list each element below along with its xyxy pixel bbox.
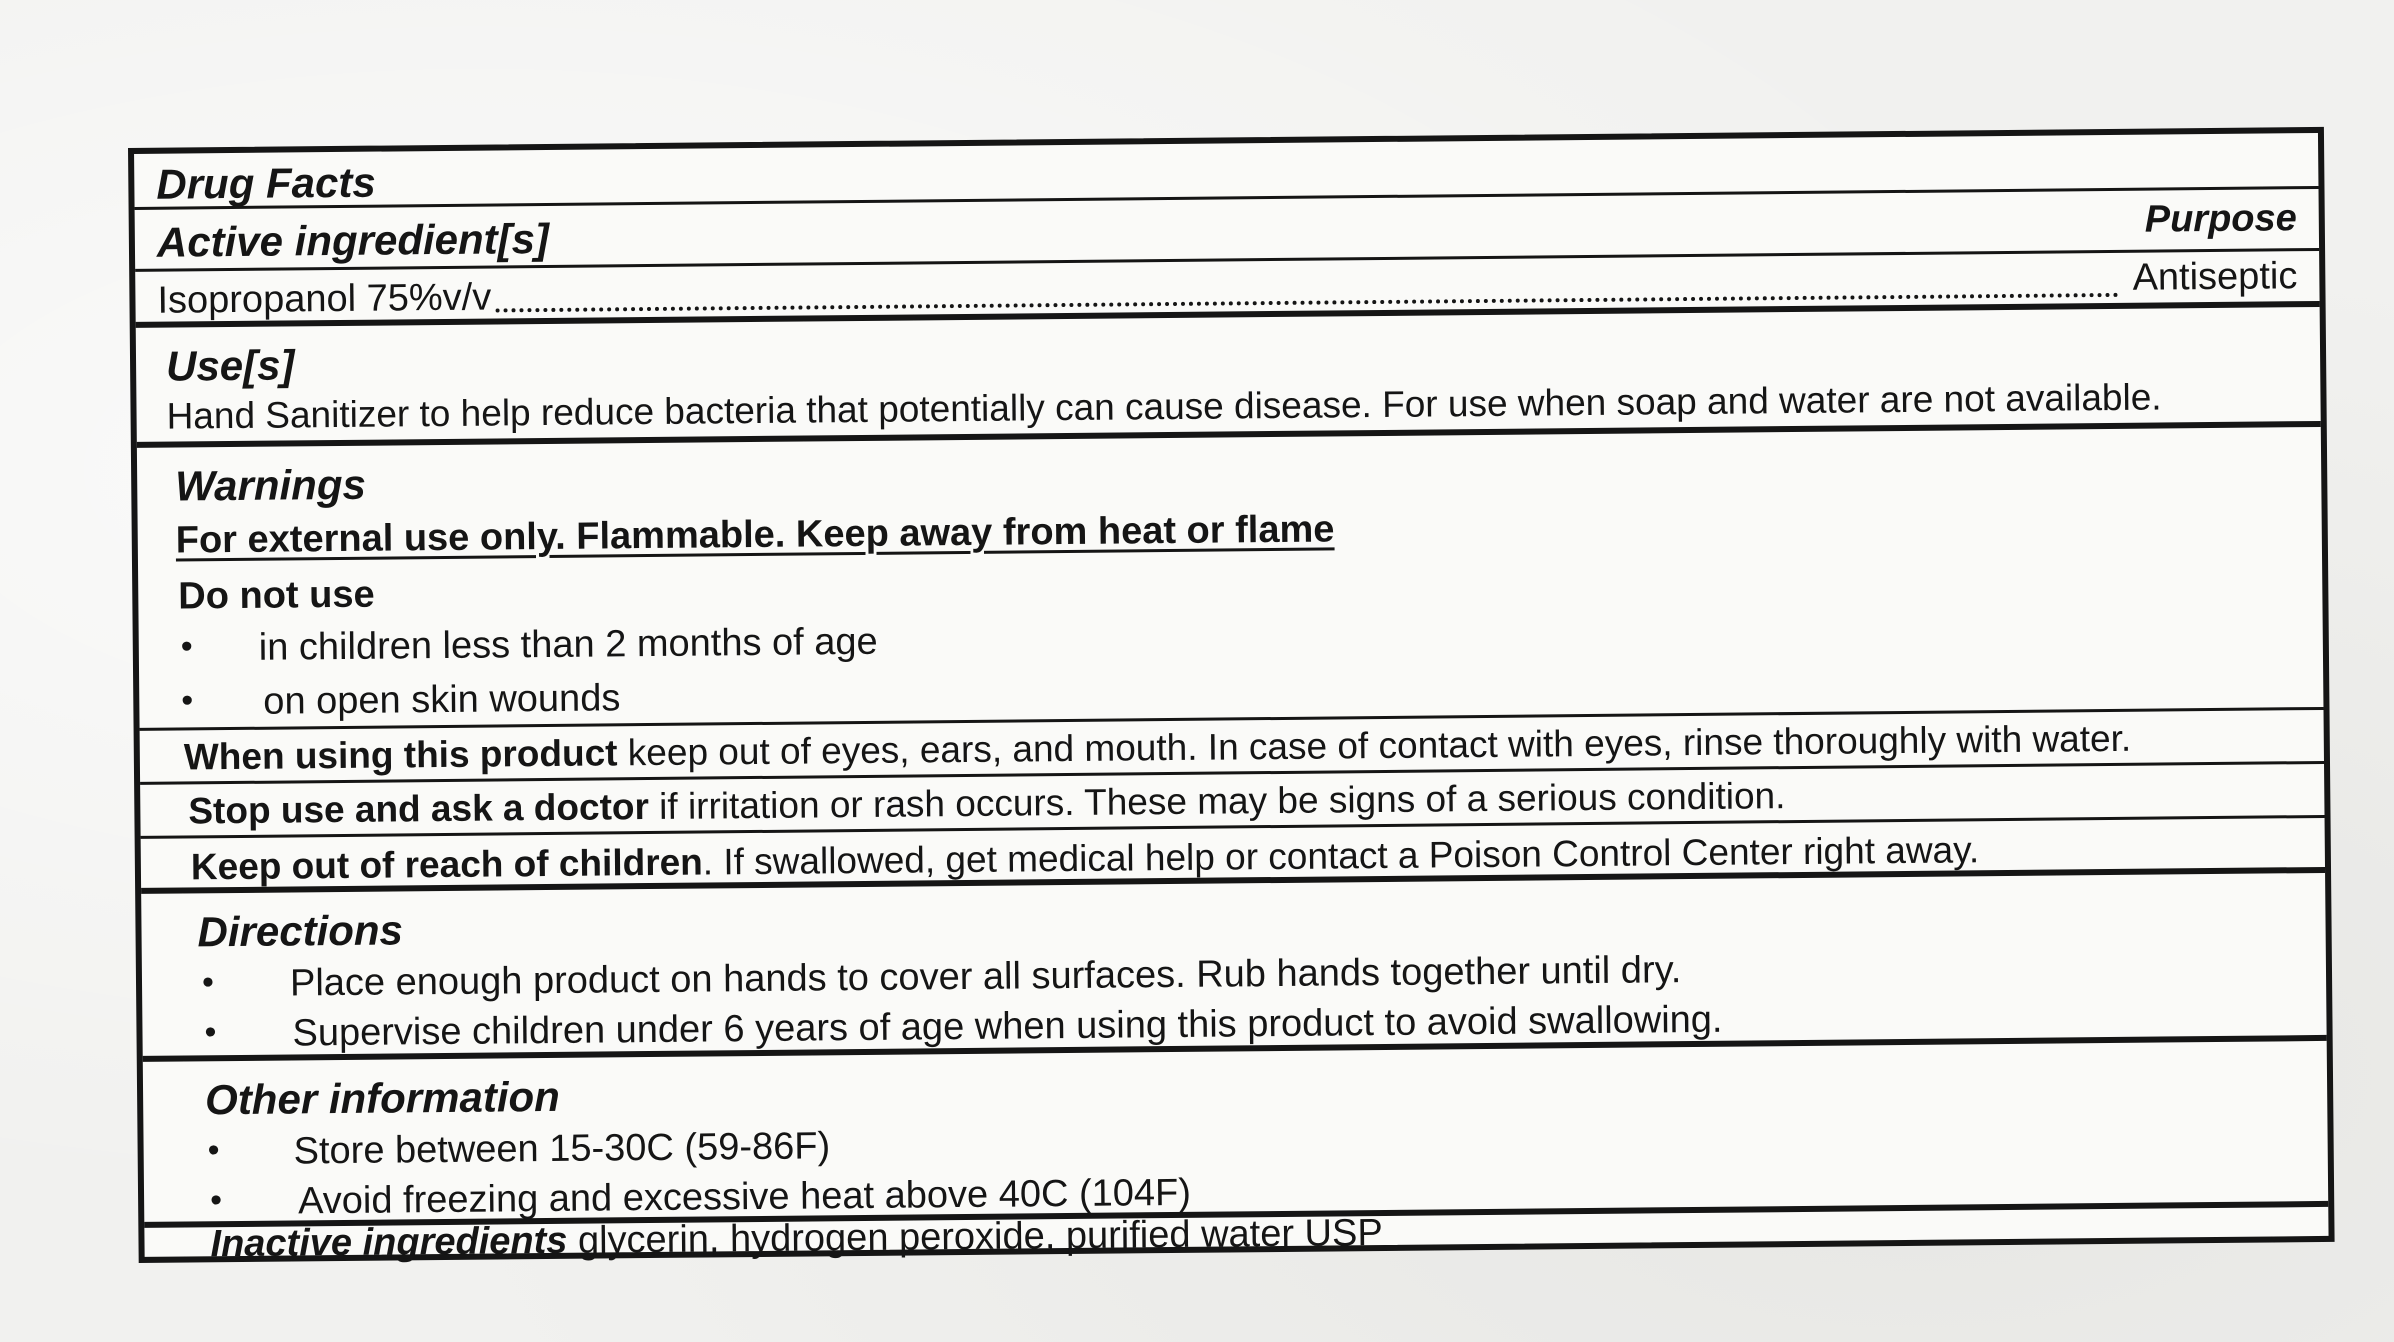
- bullet-icon: •: [180, 627, 193, 666]
- bullet-icon: •: [201, 963, 215, 1002]
- active-ingredient-heading: Active ingredient[s]: [156, 214, 550, 266]
- other-information-heading: Other information: [204, 1072, 561, 1124]
- warnings-section: [137, 427, 2324, 728]
- keep-out-line: [190, 829, 1980, 888]
- other-information-item: Avoid freezing and excessive heat above 40C (104F): [297, 1171, 1192, 1223]
- external-use-warning: For external use only. Flammable. Keep away from heat or flame: [175, 508, 1335, 562]
- warnings-heading: Warnings: [175, 460, 367, 510]
- active-ingredient-name: Isopropanol 75%v/v: [157, 276, 492, 322]
- uses-section: [136, 307, 2321, 448]
- uses-text: Hand Sanitizer to help reduce bacteria that potentially can cause disease. For use when soap and water are not available.: [166, 376, 2162, 437]
- uses-heading: Use[s]: [165, 341, 295, 390]
- bullet-icon: •: [181, 681, 194, 720]
- inactive-ingredients-text: glycerin, hydrogen peroxide, purified water USP: [577, 1212, 1383, 1262]
- drug-facts-title: Drug Facts: [156, 158, 376, 208]
- other-information-item: Store between 15-30C (59-86F): [293, 1125, 831, 1173]
- leader-dots: [495, 281, 2119, 313]
- directions-heading: Directions: [197, 906, 404, 956]
- inactive-ingredients-heading: Inactive ingredients: [210, 1219, 568, 1266]
- active-ingredient-purpose: Antiseptic: [2132, 255, 2298, 299]
- stop-use-label: Stop use and ask a doctor: [188, 786, 650, 832]
- do-not-use-item: in children less than 2 months of age: [258, 620, 878, 669]
- keep-out-text: . If swallowed, get medical help or contact a Poison Control Center right away.: [702, 829, 1980, 883]
- do-not-use-item: on open skin wounds: [263, 677, 621, 723]
- directions-item: Supervise children under 6 years of age when using this product to avoid swallowing.: [292, 998, 1723, 1055]
- bullet-icon: •: [207, 1131, 220, 1170]
- when-using-label: When using this product: [183, 732, 618, 778]
- directions-item: Place enough product on hands to cover all surfaces. Rub hands together until dry.: [289, 949, 1682, 1005]
- when-using-text: keep out of eyes, ears, and mouth. In case of contact with eyes, rinse thoroughly with water.: [627, 717, 2132, 774]
- purpose-heading: Purpose: [2144, 197, 2297, 241]
- other-information-section: [143, 1041, 2328, 1228]
- directions-section: [141, 873, 2327, 1062]
- stop-use-text: if irritation or rash occurs. These may be signs of a serious condition.: [658, 775, 1786, 827]
- bullet-icon: •: [209, 1181, 223, 1220]
- keep-out-label: Keep out of reach of children: [190, 841, 703, 888]
- do-not-use-heading: Do not use: [178, 573, 375, 618]
- drug-facts-label: [128, 127, 2335, 1266]
- bullet-icon: •: [204, 1013, 217, 1052]
